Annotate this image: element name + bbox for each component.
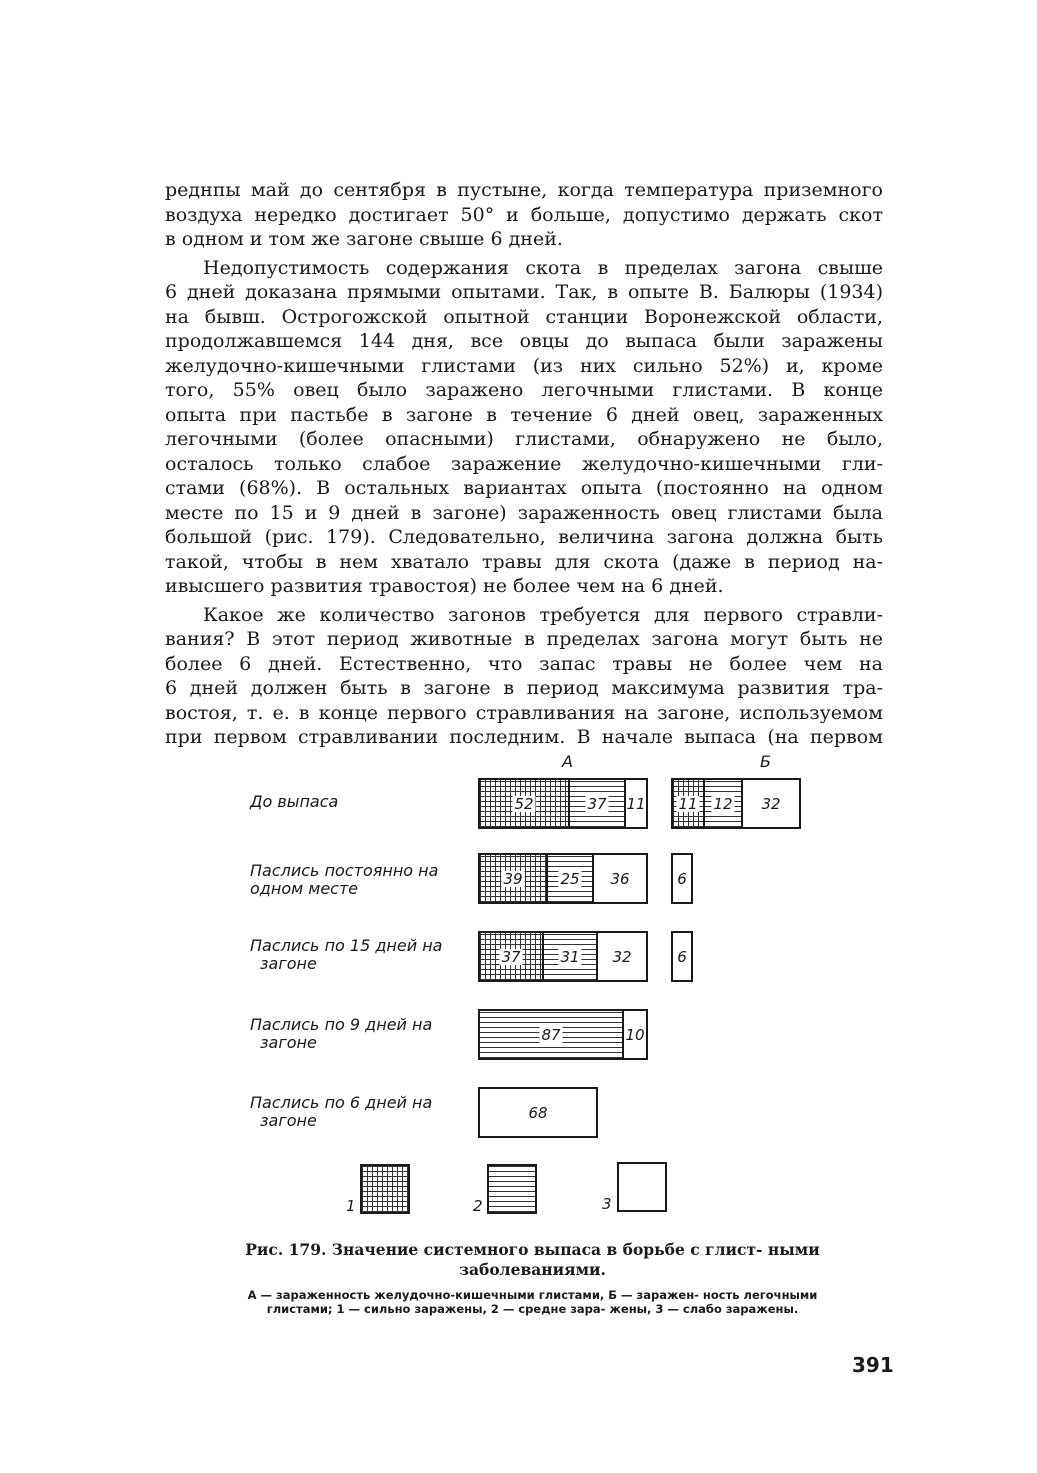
segment-value: 37 (501, 947, 521, 966)
segment-value: 6 (677, 947, 687, 966)
legend-medium-swatch (487, 1164, 537, 1214)
row-label-constant-place (250, 862, 438, 898)
row-label-6-days (250, 1094, 432, 1130)
text-line: в одном и том же загоне свыше 6 дней. (165, 228, 563, 250)
segment-medium (480, 1011, 622, 1058)
segment-value: 39 (503, 869, 523, 888)
segment-light (624, 780, 646, 827)
text-line: на бывш. Острогожской опытной станции Воронежской области, (165, 305, 883, 328)
segment-medium (546, 855, 592, 902)
segment-value: 87 (541, 1025, 561, 1044)
caption-title: Рис. 179. Значение системного выпаса в борьбе с глист- ными заболеваниями. (245, 1240, 820, 1279)
text-line: большой (рис. 179). Следовательно, величина загона должна быть (165, 526, 883, 548)
segment-medium (542, 933, 596, 980)
text-line: 6 дней доказана прямыми опытами. Так, в опыте В. Балюры (1934) (165, 281, 883, 303)
row-label-line: загоне (260, 954, 317, 973)
segment-light (596, 933, 646, 980)
text-line: месте по 15 и 9 дней в загоне) зараженность овец глистами была (165, 501, 883, 524)
segment-medium (703, 780, 741, 827)
segment-heavy (480, 855, 546, 902)
text-line: ивысшего развития травостоя) не более чем на 6 дней. (165, 575, 724, 597)
segment-light (673, 933, 691, 980)
text-line: при первом стравливании последним. В начале выпаса (на первом (165, 726, 883, 748)
caption-note: А — зараженность желудочно-кишечными глистами, Б — заражен- ность легочными глистами; 1 — сильно заражены, 2 — средне зара- жены, 3 — слабо заражены. (247, 1288, 818, 1316)
text-line: Какое же количество загонов требуется для первого стравли- (203, 603, 883, 626)
segment-value: 52 (514, 794, 534, 813)
text-line: легочными (более опасными) глистами, обнаружено не было, (165, 428, 883, 450)
bar-a-9-days (478, 1009, 648, 1060)
row-label-line: одном месте (250, 879, 359, 898)
text-line: осталось только слабое заражение желудочно-кишечными гли- (165, 452, 883, 475)
segment-value: 32 (612, 947, 632, 966)
legend-number: 1 (346, 1197, 356, 1215)
text-line: продолжавшемся 144 дня, все овцы до выпаса были заражены (165, 330, 883, 352)
paragraph-1 (165, 178, 883, 252)
page-number: 391 (852, 1353, 894, 1377)
bar-a-6-days (478, 1087, 598, 1138)
segment-heavy (480, 933, 542, 980)
legend-number: 3 (602, 1195, 612, 1213)
row-label-line: Паслись постоянно на (250, 861, 439, 880)
row-label-line: Паслись по 15 дней на (250, 936, 443, 955)
segment-value: 12 (713, 794, 733, 813)
segment-medium (568, 780, 624, 827)
segment-value: 11 (626, 794, 646, 813)
bar-a-15-days (478, 931, 648, 982)
legend-heavy-swatch (360, 1164, 410, 1214)
legend-light-swatch (617, 1162, 667, 1212)
segment-value: 68 (528, 1103, 548, 1122)
text-line: более 6 дней. Естественно, что запас травы не более чем на (165, 652, 883, 675)
segment-heavy (480, 780, 568, 827)
column-b-heading: Б (760, 752, 771, 771)
body-text (165, 178, 883, 750)
row-label-line: загоне (260, 1111, 317, 1130)
segment-heavy (673, 780, 703, 827)
text-line: такой, чтобы в нем хватало травы для скота (даже в период на- (165, 550, 883, 573)
text-line: реднпы май до сентября в пустыне, когда температура приземного (165, 179, 883, 201)
segment-light (673, 855, 691, 902)
text-line: опыта при пастьбе в загоне в течение 6 дней овец, зараженных (165, 403, 883, 426)
text-line: 6 дней должен быть в загоне в период максимума развития тра- (165, 677, 883, 699)
bar-a-before-grazing (478, 778, 648, 829)
text-line: востоя, т. е. в конце первого стравливания на загоне, используемом (165, 701, 883, 724)
text-line: стами (68%). В остальных вариантах опыта (постоянно на одном (165, 477, 883, 499)
bar-b-constant-place (671, 853, 693, 904)
segment-value: 37 (587, 794, 607, 813)
segment-value: 6 (677, 869, 687, 888)
text-line: того, 55% овец было заражено легочными глистами. В конце (165, 379, 883, 401)
row-label-before-grazing (250, 793, 338, 811)
text-line: вания? В этот период животные в пределах загона могут быть не (165, 628, 883, 650)
row-label-15-days (250, 937, 442, 973)
segment-light (592, 855, 646, 902)
bar-b-15-days (671, 931, 693, 982)
legend-number: 2 (473, 1197, 483, 1215)
text-line: Недопустимость содержания скота в пределах загона свыше (203, 256, 883, 279)
segment-value: 31 (560, 947, 580, 966)
paragraph-3 (165, 603, 883, 750)
text-line: желудочно-кишечными глистами (из них сильно 52%) и, кроме (165, 354, 883, 377)
figure-caption (240, 1240, 825, 1316)
row-label-line: загоне (260, 1033, 317, 1052)
row-label-9-days (250, 1016, 432, 1052)
segment-light (741, 780, 799, 827)
row-label-line: Паслись по 9 дней на (250, 1015, 433, 1034)
segment-light (622, 1011, 646, 1058)
paragraph-2 (165, 256, 883, 599)
segment-value: 32 (761, 794, 781, 813)
row-label-line: Паслись по 6 дней на (250, 1093, 433, 1112)
segment-value: 10 (625, 1025, 645, 1044)
segment-value: 11 (678, 794, 698, 813)
bar-b-before-grazing (671, 778, 801, 829)
segment-light (480, 1089, 596, 1136)
bar-a-constant-place (478, 853, 648, 904)
segment-value: 36 (610, 869, 630, 888)
text-line: воздуха нередко достигает 50° и больше, допустимо держать скот (165, 203, 883, 226)
column-a-heading: А (562, 752, 573, 771)
segment-value: 25 (560, 869, 580, 888)
row-label-line: До выпаса (250, 792, 339, 811)
